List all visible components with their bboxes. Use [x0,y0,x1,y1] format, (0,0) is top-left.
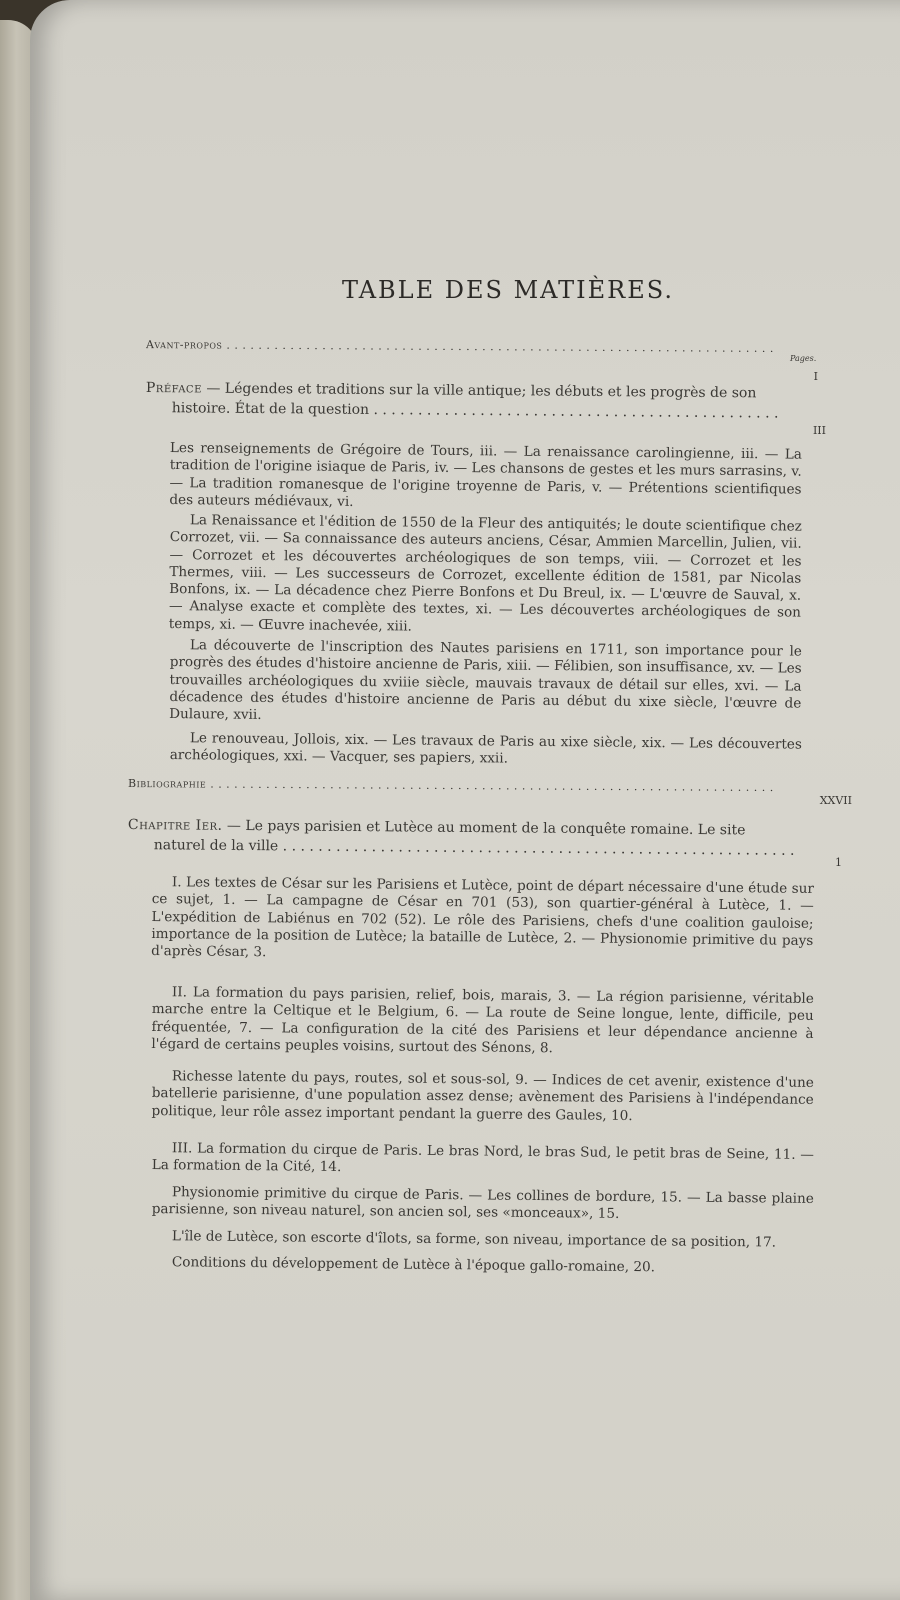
page-number-preface: III [812,424,826,437]
preface-line2: histoire. État de la question . . . [146,398,782,424]
page-title: TABLE DES MATIÈRES. [342,276,674,304]
chapitre-1-paragraph-6: L'île de Lutèce, son escorte d'îlots, sa forme, son niveau, importance de sa position, 17. [171,1228,777,1251]
chapitre-1-paragraph-7: Conditions du développement de Lutèce à l'époque gallo-romaine, 20. [171,1254,656,1276]
pages-column-label: Pages. [790,354,817,363]
preface-line1: — Légendes et traditions sur la ville antique; les débuts et les progrès de son [201,380,757,402]
chapitre-1-paragraph-3: Richesse latente du pays, routes, sol et sous-sol, 9. — Indices de cet avenir, existence d'une batellerie parisienne, d'une population assez dense; avènement des Parisiens à l'indépendance politique, leur rôle assez important pendant la guerre des Gaules, 10. [151,1068,814,1124]
preface-paragraph-2: La Renaissance et l'édition de 1550 de la Fleur des antiquités; le doute scientifique chez Corrozet, vii. — Sa connaissance des auteurs anciens, César, Ammien Marcellin, Julien, vii. — Corrozet et les découvertes archéologiques de son temps, viii. — Corrozet et les Thermes, viii. — Les successeurs de Corrozet, excellente édition de 1581, par Nicolas Bonfons, ix. — La décadence chez Pierre Bonfons et Du Breul, ix. — L'œuvre de Sauval, x. — Analyse exacte et complète des textes, xi. — Les découvertes archéologiques de son temps, xi. — Œuvre inachevée, xiii. [168,512,802,635]
chapitre-1-paragraph-5: Physionomie primitive du cirque de Paris. — Les collines de bordure, 15. — La basse plaine parisienne, son niveau naturel, son ancien sol, ses «monceaux», 15. [151,1184,814,1223]
toc-entry-avant-propos: Avant-propos . . . [146,338,776,355]
toc-entry-chapitre-1 [128,815,818,861]
book-page [30,0,900,1600]
chapitre-1-line1: — Le pays parisien et Lutèce au moment de la conquête romaine. Le site [222,817,746,839]
chapitre-1-paragraph-1: I. Les textes de César sur les Parisiens et Lutèce, point de départ nécessaire d'une étude sur ce sujet, 1. — La campagne de César en 701 (53), son quartier-général à Lutèce, 1. — L'expédition de Labiénus en 702 (52). Le rôle des Parisiens, chefs d'une coalition gauloise; importance de la position de Lutèce; la bataille de Lutèce, 2. — Physionomie primitive du pays d'après César, 3. [151,874,814,961]
chapitre-1-line2: naturel de la ville . . . [128,835,794,861]
toc-entry-preface [146,378,816,424]
chapitre-1-head: Chapitre Ier. [127,816,223,834]
chapitre-1-paragraph-4: III. La formation du cirque de Paris. Le bras Nord, le bras Sud, le petit bras de Seine, 11. — La formation de la Cité, 14. [151,1140,814,1176]
page-number-avant-propos: I [813,370,818,383]
preface-head: Préface [145,379,202,397]
toc-entry-bibliographie: Bibliographie . . . [128,777,773,794]
preface-paragraph-3: La découverte de l'inscription des Nautes parisiens en 1711, son importance pour le progrès des études d'histoire ancienne de Paris, xiii. — Félibien, son insuffisance, xv. — Les trouvailles archéologiques du xviiie siècle, mauvais travaux de détail sur elles, xvi. — La décadence des études d'histoire ancienne de Paris au début du xixe siècle, l'œuvre de Dulaure, xvii. [169,637,802,724]
page-number-chapitre-1: 1 [835,856,842,869]
page-number-bibliographie: XXVII [819,794,852,807]
preface-paragraph-4: Le renouveau, Jollois, xix. — Les travaux de Paris au xixe siècle, xix. — Les découvertes archéologiques, xxi. — Vacquer, ses papiers, xxii. [169,730,802,767]
chapitre-1-paragraph-2: II. La formation du pays parisien, relief, bois, marais, 3. — La région parisienne, véritable marche entre la Celtique et le Belgium, 6. — La route de Seine longue, lente, difficile, peu fréquentée, 7. — La configuration de la cité des Parisiens et leur dépendance ancienne à l'égard de certains peuples voisins, surtout des Sénons, 8. [151,984,814,1057]
preface-paragraph-1: Les renseignements de Grégoire de Tours, iii. — La renaissance carolingienne, iii. — La tradition de l'origine isiaque de Paris, iv. — Les chansons de gestes et les murs sarrasins, v. — La tradition romanesque de l'origine troyenne de Paris, v. — Prétentions scientifiques des auteurs médiévaux, vi. [169,440,802,510]
